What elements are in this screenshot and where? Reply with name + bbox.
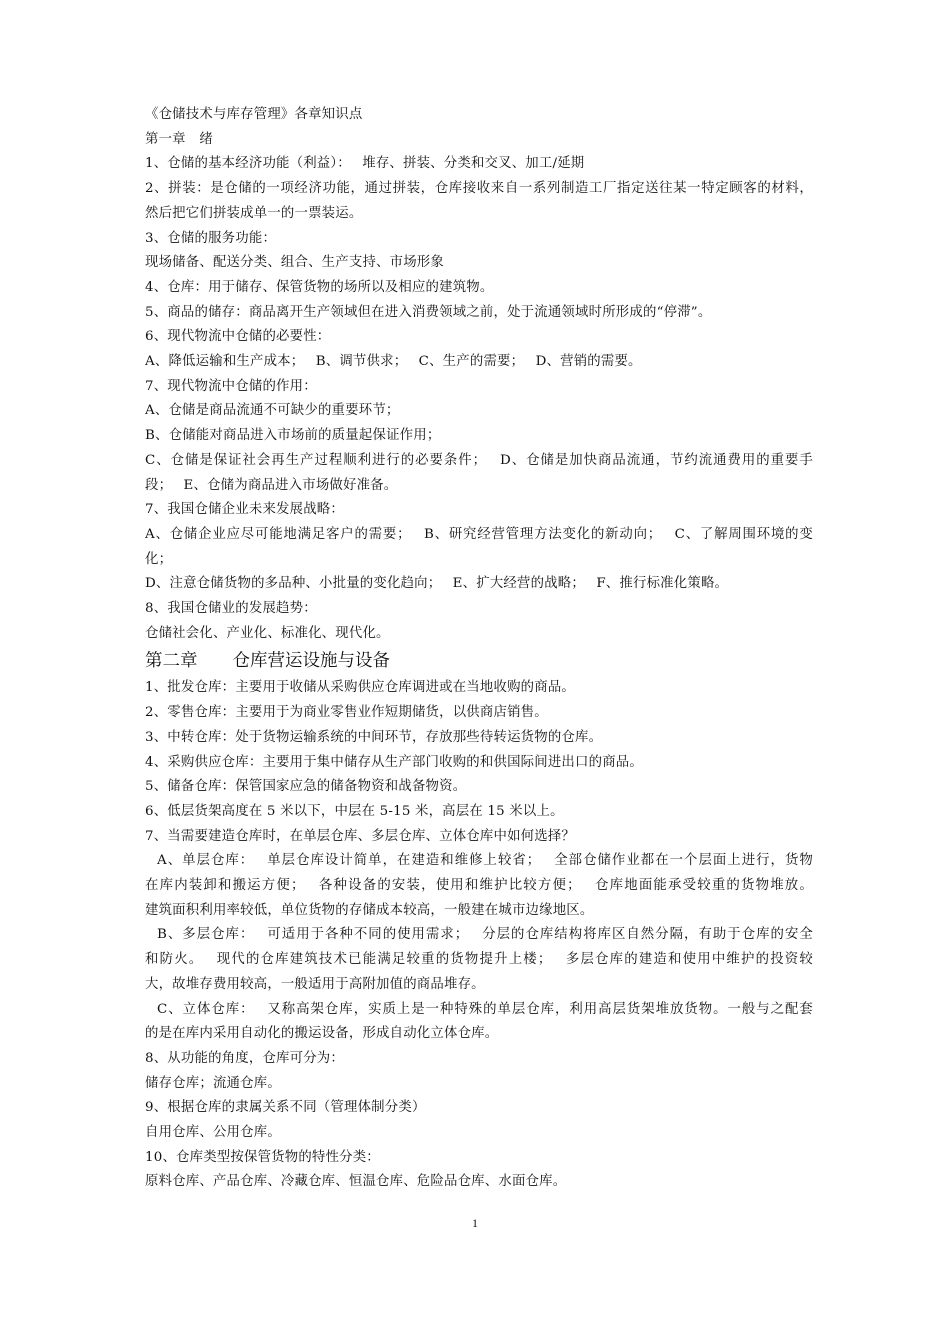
paragraph-line: 建筑面积利用率较低，单位货物的存储成本较高，一般建在城市边缘地区。 (145, 902, 594, 918)
paragraph-line: 5、商品的储存：商品离开生产领域但在进入消费领域之前，处于流通领域时所形成的“停滞”。 (145, 304, 712, 320)
paragraph-line: A、仓储企业应尽可能地满足客户的需要； B、研究经营管理方法变化的新动向； C、了解周围环境的变 (145, 526, 813, 542)
paragraph-line: 8、我国仓储业的发展趋势： (145, 601, 317, 617)
paragraph-line: 原料仓库、产品仓库、冷藏仓库、恒温仓库、危险品仓库、水面仓库。 (145, 1174, 567, 1190)
paragraph-line: 7、当需要建造仓库时，在单层仓库、多层仓库、立体仓库中如何选择？ (145, 828, 576, 844)
paragraph-line: B、仓储能对商品进入市场前的质量起保证作用； (145, 428, 441, 444)
paragraph-line: 2、零售仓库：主要用于为商业零售业作短期储货，以供商店销售。 (145, 705, 548, 721)
paragraph-line: 仓储社会化、产业化、标准化、现代化。 (145, 625, 390, 641)
paragraph-line: 然后把它们拼装成单一的一票装运。 (145, 205, 363, 221)
paragraph-line: A、降低运输和生产成本； B、调节供求； C、生产的需要； D、营销的需要。 (145, 354, 642, 370)
paragraph-line: 10、仓库类型按保管货物的特性分类： (145, 1149, 380, 1165)
paragraph-line: B、多层仓库： 可适用于各种不同的使用需求； 分层的仓库结构将库区自然分隔，有助于仓库的安全 (157, 927, 813, 943)
paragraph-line: C、立体仓库： 又称高架仓库，实质上是一种特殊的单层仓库，利用高层货架堆放货物。一般与之配套 (157, 1001, 813, 1017)
paragraph-line: 8、从功能的角度，仓库可分为： (145, 1050, 344, 1066)
paragraph-line: 储存仓库；流通仓库。 (145, 1075, 281, 1091)
paragraph-line: A、仓储是商品流通不可缺少的重要环节； (145, 403, 400, 419)
paragraph-line: 段； E、仓储为商品进入市场做好准备。 (145, 477, 398, 493)
document-body (145, 103, 813, 1195)
paragraph-line: 现场储备、配送分类、组合、生产支持、市场形象 (145, 255, 444, 271)
paragraph-line: 2、拼装：是仓储的一项经济功能，通过拼装，仓库接收来自一系列制造工厂指定送往某一特定顾客的材料， (145, 181, 813, 197)
chapter-1-heading: 第一章 绪 (145, 131, 213, 147)
document-title: 《仓储技术与库存管理》各章知识点 (145, 107, 363, 122)
page-number: 1 (472, 1216, 478, 1230)
chapter-2-heading: 第二章 仓库营运设施与设备 (145, 651, 390, 672)
paragraph-line: 7、现代物流中仓储的作用： (145, 378, 317, 394)
paragraph-line: D、注意仓储货物的多品种、小批量的变化趋向； E、扩大经营的战略； F、推行标准化策略。 (145, 576, 729, 592)
paragraph-line: 7、我国仓储企业未来发展战略： (145, 502, 344, 518)
paragraph-line: 大，故堆存费用较高，一般适用于高附加值的商品堆存。 (145, 976, 485, 992)
paragraph-line: 1、仓储的基本经济功能（利益）： 堆存、拼装、分类和交叉、加工/延期 (145, 156, 585, 172)
paragraph-line: 6、低层货架高度在 5 米以下，中层在 5-15 米，高层在 15 米以上。 (145, 803, 564, 819)
paragraph-line: 4、仓库：用于储存、保管货物的场所以及相应的建筑物。 (145, 279, 494, 295)
paragraph-line: 的是在库内采用自动化的搬运设备，形成自动化立体仓库。 (145, 1026, 499, 1042)
paragraph-line: 自用仓库、公用仓库。 (145, 1125, 281, 1140)
paragraph-line: 5、储备仓库：保管国家应急的储备物资和战备物资。 (145, 779, 467, 795)
paragraph-line: C、仓储是保证社会再生产过程顺利进行的必要条件； D、仓储是加快商品流通，节约流通费用的重要手 (145, 452, 813, 468)
paragraph-line: 3、仓储的服务功能： (145, 230, 277, 246)
paragraph-line: 9、根据仓库的隶属关系不同（管理体制分类） (145, 1100, 426, 1116)
paragraph-line: 3、中转仓库：处于货物运输系统的中间环节，存放那些待转运货物的仓库。 (145, 729, 603, 745)
paragraph-line: 6、现代物流中仓储的必要性： (145, 329, 331, 345)
paragraph-line: 4、采购供应仓库：主要用于集中储存从生产部门收购的和供国际间进出口的商品。 (145, 754, 643, 770)
paragraph-line: A、单层仓库： 单层仓库设计简单，在建造和维修上较省； 全部仓储作业都在一个层面上进行，货物 (157, 853, 813, 869)
paragraph-line: 1、批发仓库：主要用于收储从采购供应仓库调进或在当地收购的商品。 (145, 680, 576, 696)
paragraph-line: 化； (145, 551, 173, 567)
paragraph-line: 和防火。 现代的仓库建筑技术已能满足较重的货物提升上楼； 多层仓库的建造和使用中维护的投资较 (145, 952, 813, 968)
paragraph-line: 在库内装卸和搬运方便； 各种设备的安装，使用和维护比较方便； 仓库地面能承受较重的货物堆放。 (145, 878, 813, 894)
